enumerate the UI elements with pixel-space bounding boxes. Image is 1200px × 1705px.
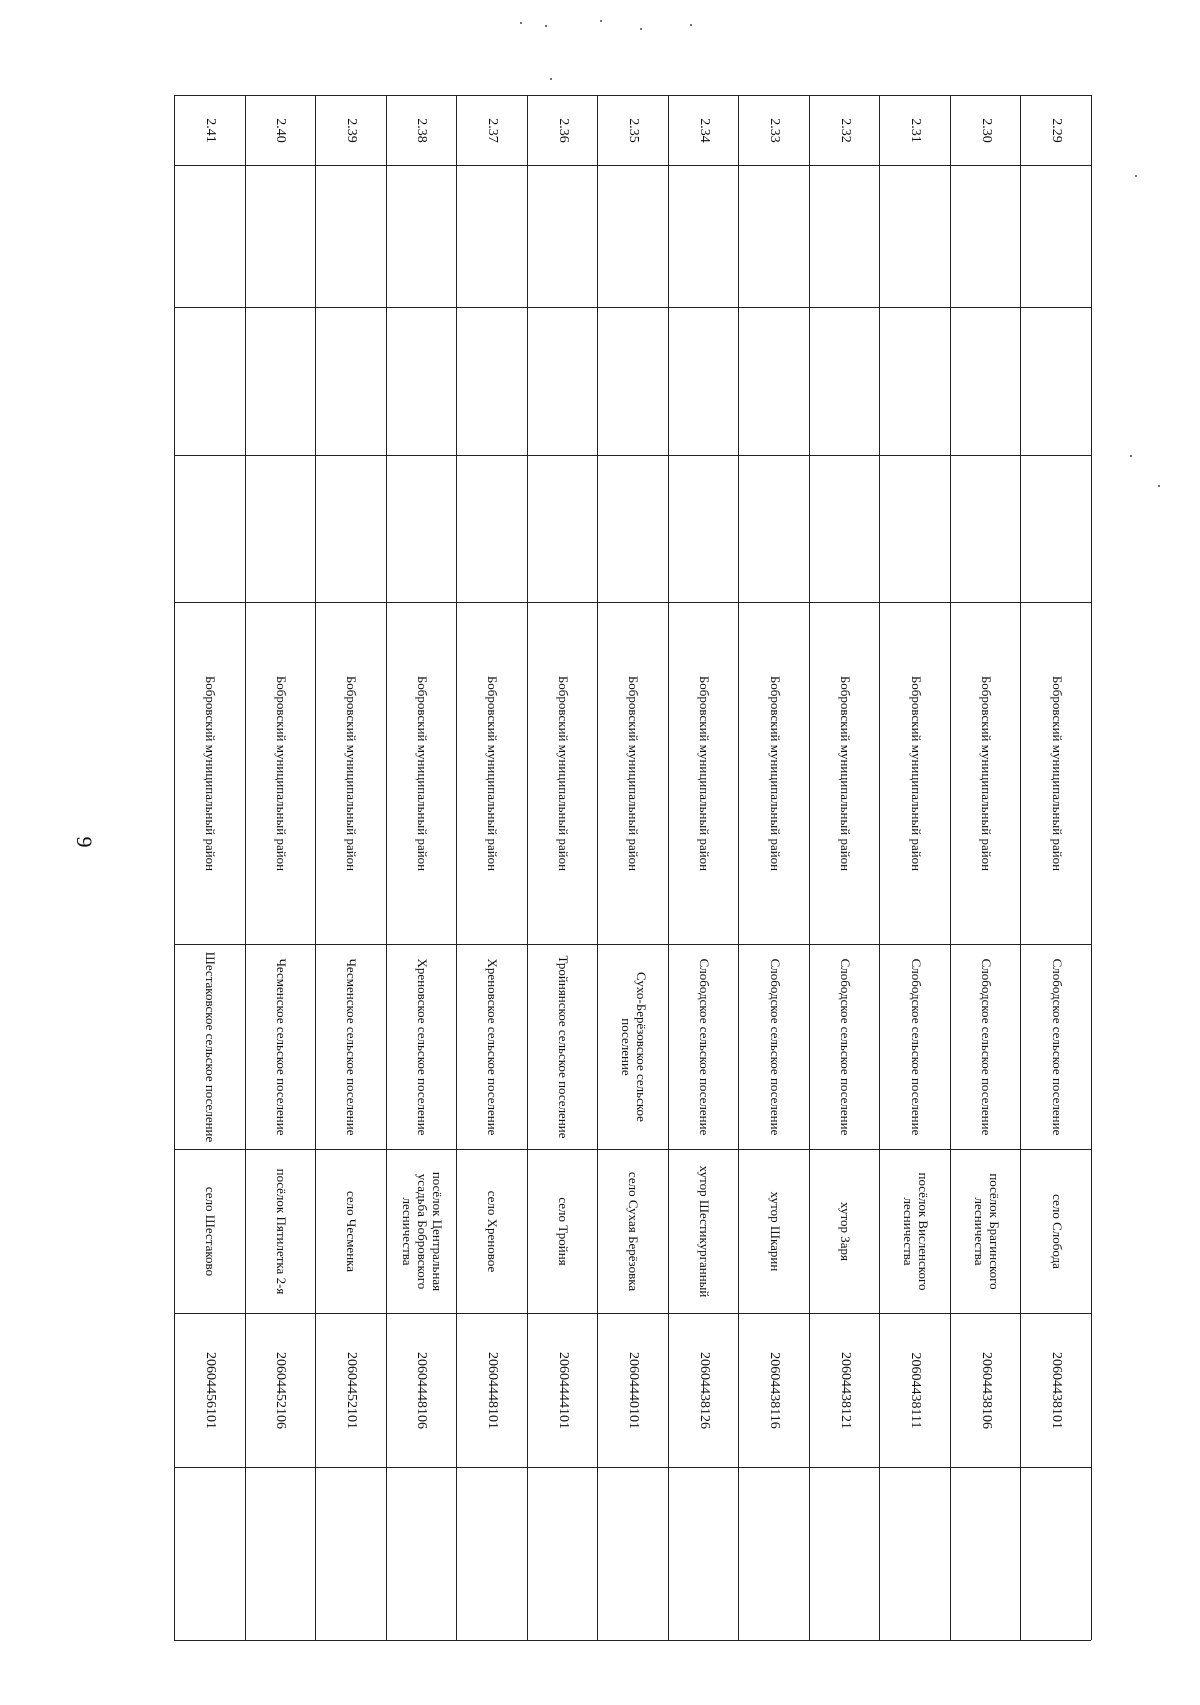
empty-cell [174,166,245,308]
empty-cell [527,308,598,456]
empty-cell [738,308,809,456]
empty-cell [315,166,386,308]
empty-cell [879,166,950,308]
settlement-cell: Тройнянское сельское поселение [527,945,598,1150]
scan-speck [550,78,552,80]
empty-cell [1020,1468,1091,1641]
row-number-cell: 2.29 [1020,96,1091,166]
locality-cell: село Сухая Берёзовка [597,1150,668,1314]
empty-cell [245,166,316,308]
empty-cell [174,456,245,603]
empty-cell [527,456,598,603]
district-cell: Бобровский муниципальный район [1020,603,1091,945]
row-number-cell: 2.32 [809,96,880,166]
locality-cell: посёлок Пятилетка 2-я [245,1150,316,1314]
district-cell: Бобровский муниципальный район [668,603,739,945]
empty-cell [809,166,880,308]
row-number-cell: 2.30 [950,96,1021,166]
page-number: 9 [72,836,97,848]
empty-cell [1020,456,1091,603]
oktmo-code-cell: 20604444101 [527,1314,598,1468]
locality-cell: село Слобода [1020,1150,1091,1314]
empty-cell [174,308,245,456]
empty-cell [809,308,880,456]
district-cell: Бобровский муниципальный район [527,603,598,945]
empty-cell [738,456,809,603]
settlement-cell: Слободское сельское поселение [879,945,950,1150]
scan-speck [690,24,692,26]
empty-cell [527,166,598,308]
locality-cell: хутор Шестикурганный [668,1150,739,1314]
empty-cell [597,308,668,456]
oktmo-code-cell: 20604448106 [386,1314,457,1468]
scan-speck [1130,455,1132,457]
empty-cell [456,456,527,603]
empty-cell [879,308,950,456]
row-number-cell: 2.34 [668,96,739,166]
locality-cell: село Тройня [527,1150,598,1314]
locality-cell: хутор Заря [809,1150,880,1314]
empty-cell [245,1468,316,1641]
empty-cell [809,1468,880,1641]
row-number-cell: 2.31 [879,96,950,166]
empty-cell [738,166,809,308]
empty-cell [1020,308,1091,456]
empty-cell [456,1468,527,1641]
scan-speck [640,28,642,30]
empty-cell [386,456,457,603]
locality-cell: село Чесменка [315,1150,386,1314]
empty-cell [315,1468,386,1641]
locality-cell: посёлок Брагинского лесничества [950,1150,1021,1314]
district-cell: Бобровский муниципальный район [597,603,668,945]
row-number-cell: 2.36 [527,96,598,166]
scan-speck [1135,175,1137,177]
oktmo-code-cell: 20604448101 [456,1314,527,1468]
row-number-cell: 2.39 [315,96,386,166]
settlement-cell: Слободское сельское поселение [668,945,739,1150]
oktmo-code-cell: 20604452101 [315,1314,386,1468]
empty-cell [456,308,527,456]
row-number-cell: 2.38 [386,96,457,166]
empty-cell [879,1468,950,1641]
settlement-cell: Слободское сельское поселение [950,945,1021,1150]
empty-cell [950,1468,1021,1641]
empty-cell [950,456,1021,603]
empty-cell [527,1468,598,1641]
oktmo-code-cell: 20604456101 [174,1314,245,1468]
oktmo-code-cell: 20604438116 [738,1314,809,1468]
settlement-cell: Чесменское сельское поселение [245,945,316,1150]
district-cell: Бобровский муниципальный район [456,603,527,945]
district-cell: Бобровский муниципальный район [809,603,880,945]
settlement-cell: Хреновское сельское поселение [456,945,527,1150]
oktmo-code-cell: 20604438111 [879,1314,950,1468]
oktmo-code-cell: 20604452106 [245,1314,316,1468]
empty-cell [668,166,739,308]
district-cell: Бобровский муниципальный район [315,603,386,945]
district-cell: Бобровский муниципальный район [174,603,245,945]
scan-speck [520,22,522,24]
empty-cell [950,308,1021,456]
locality-cell: село Шестаково [174,1150,245,1314]
row-number-cell: 2.33 [738,96,809,166]
scan-speck [1158,485,1160,487]
district-cell: Бобровский муниципальный район [245,603,316,945]
settlement-cell: Слободское сельское поселение [738,945,809,1150]
empty-cell [668,1468,739,1641]
oktmo-code-cell: 20604438121 [809,1314,880,1468]
scan-speck [600,20,602,22]
empty-cell [245,308,316,456]
oktmo-code-cell: 20604440101 [597,1314,668,1468]
empty-cell [386,308,457,456]
row-number-cell: 2.37 [456,96,527,166]
empty-cell [668,308,739,456]
settlement-cell: Слободское сельское поселение [809,945,880,1150]
oktmo-code-cell: 20604438106 [950,1314,1021,1468]
empty-cell [315,308,386,456]
locality-cell: хутор Шкарин [738,1150,809,1314]
row-number-cell: 2.40 [245,96,316,166]
empty-cell [879,456,950,603]
district-cell: Бобровский муниципальный район [386,603,457,945]
empty-cell [456,166,527,308]
empty-cell [315,456,386,603]
locality-cell: посёлок Центральная усадьба Бобровского лесничества [386,1150,457,1314]
empty-cell [1020,166,1091,308]
empty-cell [738,1468,809,1641]
settlement-cell: Сухо-Берёзовское сельское поселение [597,945,668,1150]
locality-cell: село Хреновое [456,1150,527,1314]
row-number-cell: 2.41 [174,96,245,166]
district-cell: Бобровский муниципальный район [738,603,809,945]
scan-speck [545,25,547,27]
settlement-cell: Слободское сельское поселение [1020,945,1091,1150]
row-number-cell: 2.35 [597,96,668,166]
empty-cell [668,456,739,603]
empty-cell [597,1468,668,1641]
settlement-cell: Чесменское сельское поселение [315,945,386,1150]
rotated-table [174,95,1092,1640]
oktmo-code-cell: 20604438101 [1020,1314,1091,1468]
empty-cell [597,166,668,308]
empty-cell [597,456,668,603]
district-cell: Бобровский муниципальный район [879,603,950,945]
empty-cell [950,166,1021,308]
empty-cell [386,166,457,308]
empty-cell [809,456,880,603]
empty-cell [386,1468,457,1641]
settlement-cell: Хреновское сельское поселение [386,945,457,1150]
locality-cell: посёлок Висленского лесничества [879,1150,950,1314]
empty-cell [245,456,316,603]
empty-cell [174,1468,245,1641]
district-cell: Бобровский муниципальный район [950,603,1021,945]
oktmo-code-cell: 20604438126 [668,1314,739,1468]
settlement-cell: Шестаковское сельское поселение [174,945,245,1150]
